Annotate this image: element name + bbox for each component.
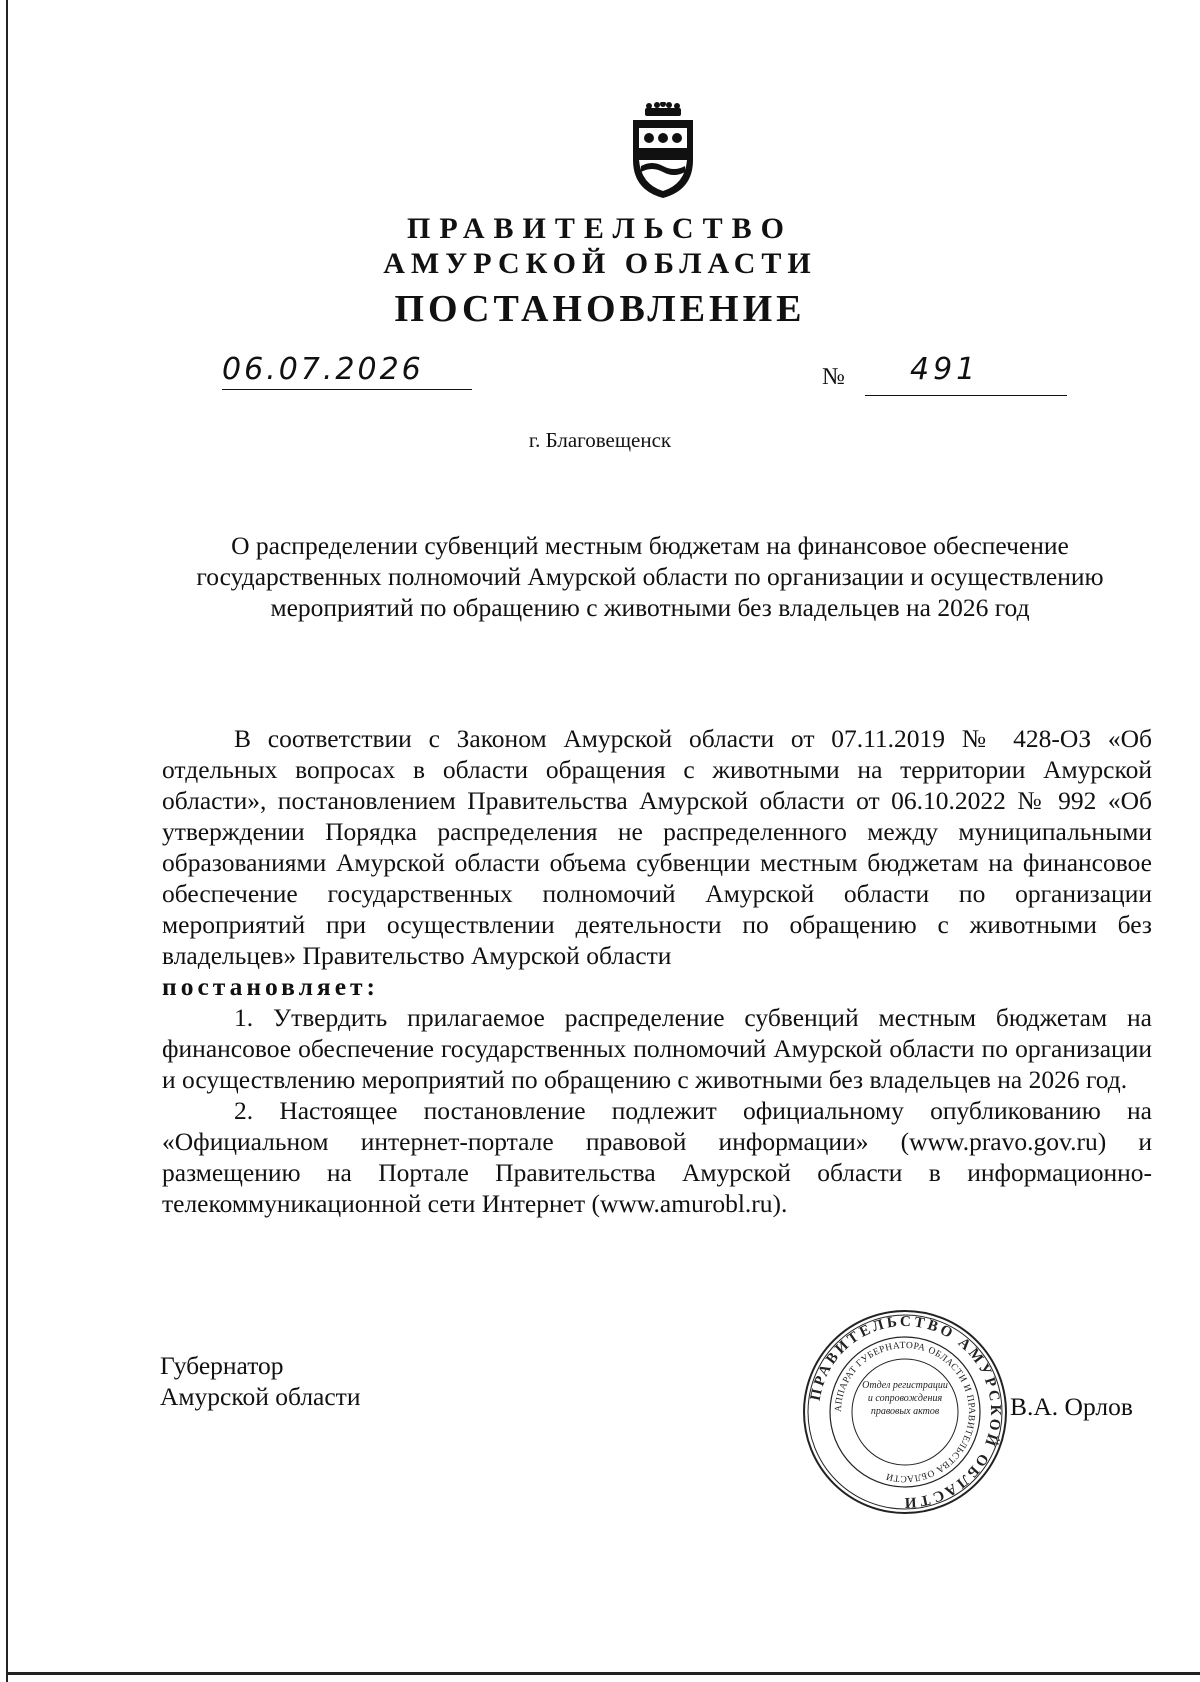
preamble-paragraph: В соответствии с Законом Амурской области от 07.11.2019 № 428-ОЗ «Об отдельных вопросах в области обращения с животными на территории Амурской области», постановлением Правительства Амурской области от 06.10.2022 № 992 «Об утверждении Порядка распределения не распределенного между муниципальными образованиями Амурской области объема субвенции местным бюджетам на финансовое обеспечение государственных полномочий Амурской области по организации мероприятий при осуществлении деятельности по обращению с животными без владельцев» Правительство Амурской области <box>162 724 1152 970</box>
document-title: О распределении субвенций местным бюджетам на финансовое обеспечение государственных полномочий Амурской области по организации и осуществлению мероприятий по обращению с животными без владельцев на 2026 год <box>196 531 1104 622</box>
signatory-name: В.А. Орлов <box>1010 1392 1133 1421</box>
coat-of-arms-icon <box>625 102 701 200</box>
item-1-paragraph: 1. Утвердить прилагаемое распределение субвенций местным бюджетам на финансовое обеспечение государственных полномочий Амурской области по организации и осуществлению мероприятий по обращению с животными без владельцев на 2026 год. <box>162 1003 1152 1094</box>
signatory-position <box>160 1350 360 1412</box>
document-body <box>162 723 1152 1219</box>
number-underline <box>865 395 1067 396</box>
seal-center-text: Отдел регистрации и сопровождения правовых актов <box>862 1380 948 1417</box>
city: г. Благовещенск <box>528 428 672 452</box>
signatory-position-line1: Губернатор <box>160 1351 284 1380</box>
government-title: ПРАВИТЕЛЬСТВО <box>407 212 793 245</box>
official-seal-icon <box>800 1307 1010 1517</box>
date-underline <box>222 389 472 390</box>
handwritten-number: 491 <box>910 352 980 387</box>
number-sign: № <box>822 364 845 390</box>
document-type: ПОСТАНОВЛЕНИЕ <box>394 288 806 330</box>
seal-inner-text: АППАРАТ ГУБЕРНАТОРА ОБЛАСТИ И ПРАВИТЕЛЬСТВА ОБЛАСТИ <box>833 1340 977 1484</box>
scan-edge-bottom <box>6 1672 1200 1675</box>
handwritten-date: 06.07.2026 <box>222 352 424 387</box>
seal-outer-text: ПРАВИТЕЛЬСТВО АМУРСКОЙ ОБЛАСТИ <box>807 1313 1004 1511</box>
region-title: АМУРСКОЙ ОБЛАСТИ <box>383 247 817 280</box>
resolves-word: постановляет: <box>162 972 380 1001</box>
signatory-position-line2: Амурской области <box>160 1382 361 1411</box>
item-2-paragraph: 2. Настоящее постановление подлежит официальному опубликованию на «Официальном интернет-портале правовой информации» (www.pravo.gov.ru) и размещению на Портале Правительства Амурской области в информационно-телекоммуникационной сети Интернет (www.amurobl.ru). <box>162 1096 1152 1218</box>
